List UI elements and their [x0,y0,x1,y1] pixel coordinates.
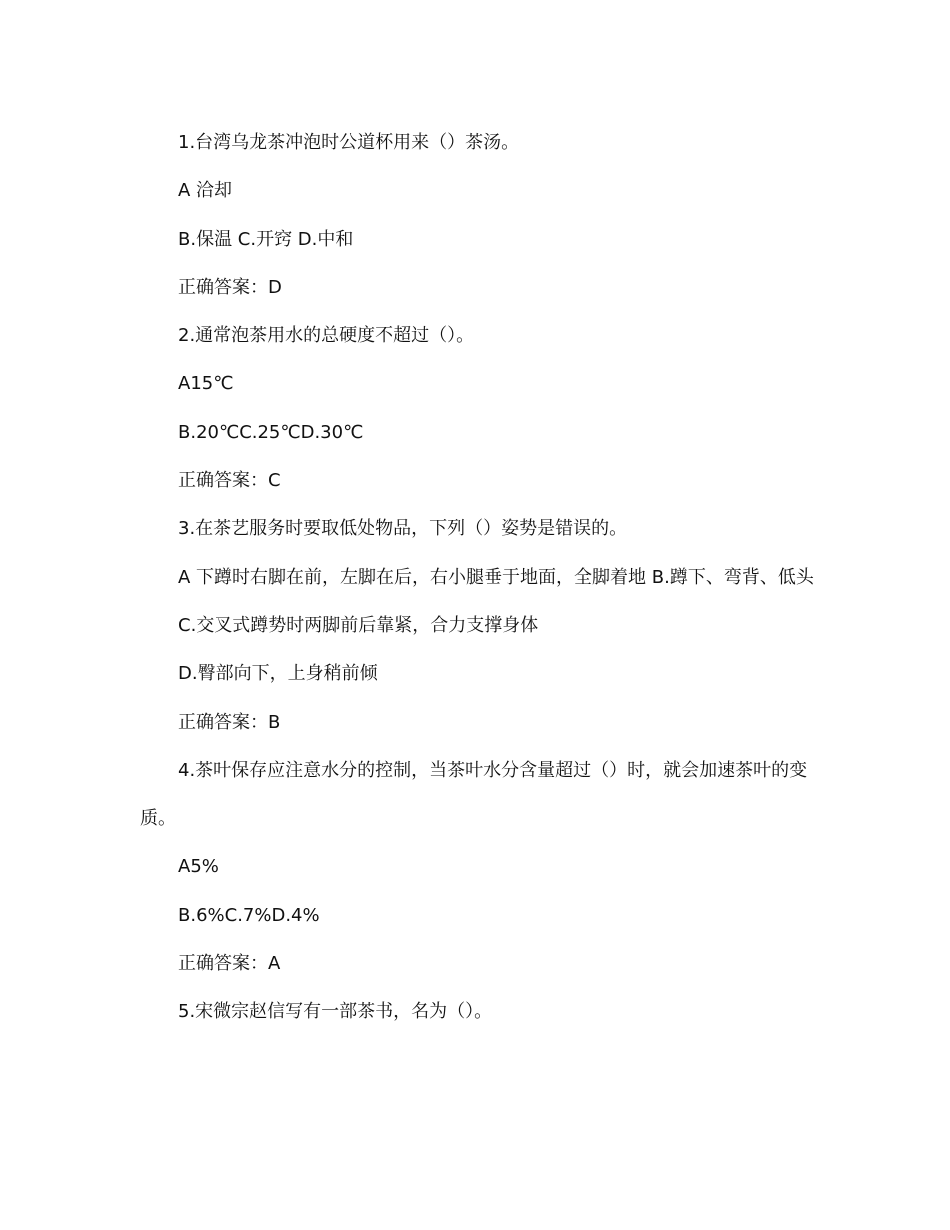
question-2-option-a: A15℃ [178,373,234,395]
question-1-options-bcd: B.保温 C.开窍 D.中和 [178,228,354,250]
question-4-options-bcd: B.6%C.7%D.4% [178,904,320,926]
question-5-stem: 5.宋微宗赵信写有一部茶书，名为（）。 [178,1001,493,1023]
page-content [140,119,820,1037]
question-3-options-ab: A 下蹲时右脚在前，左脚在后，右小腿垂于地面，全脚着地 B.蹲下、弯背、低头 [178,566,814,588]
question-3-option-d: D.臀部向下，上身稍前倾 [178,663,378,685]
question-4-answer: 正确答案：A [178,953,281,975]
question-2-answer: 正确答案：C [178,470,281,492]
question-2-stem: 2.通常泡茶用水的总硬度不超过（）。 [178,325,475,347]
question-3-answer: 正确答案：B [178,711,281,733]
question-4-option-a: A5% [178,856,219,878]
question-1-stem: 1.台湾乌龙茶冲泡时公道杯用来（）茶汤。 [178,132,520,153]
question-3-option-c: C.交叉式蹲势时两脚前后靠紧，合力支撑身体 [178,614,539,636]
question-4-stem: 4.茶叶保存应注意水分的控制，当茶叶水分含量超过（）时，就会加速茶叶的变质。 [140,759,808,830]
question-1-answer: 正确答案：D [178,276,282,298]
question-3-stem: 3.在茶艺服务时要取低处物品，下列（）姿势是错误的。 [178,518,628,540]
question-2-options-bcd: B.20℃C.25℃D.30℃ [178,421,364,443]
question-1-option-a: A 洽却 [178,180,233,202]
